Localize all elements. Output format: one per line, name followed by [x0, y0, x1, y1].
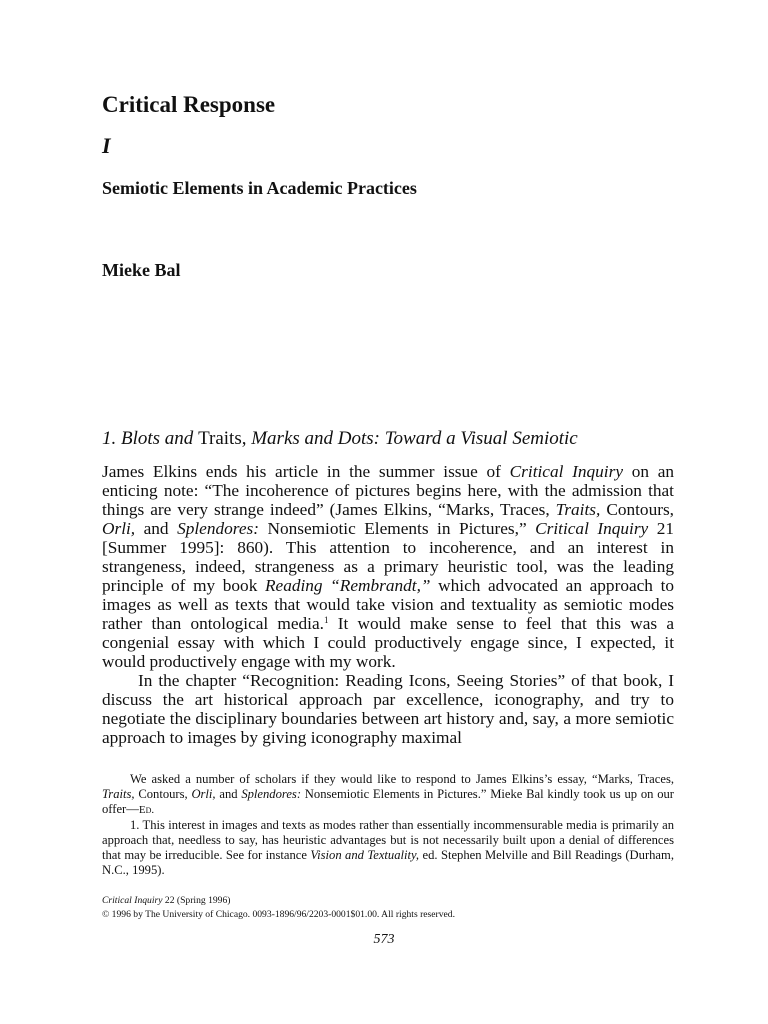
copyright-line: © 1996 by The University of Chicago. 0093-1896/96/2203-0001$01.00. All rights reserved. — [102, 909, 455, 920]
subsection-part3: Marks and Dots: Toward a Visual Semiotic — [251, 428, 578, 449]
journal-issue-line — [102, 894, 674, 908]
author-name: Mieke Bal — [102, 260, 181, 280]
journal-title-italic: Critical Inquiry — [509, 462, 623, 481]
section-heading: Critical Response — [102, 92, 276, 117]
subsection-number: 1. — [102, 428, 117, 449]
journal-name: Critical Inquiry — [102, 895, 163, 906]
response-numeral: I — [102, 133, 111, 158]
editor-initials: Ed. — [138, 804, 155, 816]
page-number: 573 — [373, 932, 395, 947]
footnotes — [102, 772, 674, 878]
paragraph-1: James Elkins ends his article in the summer issue of Critical Inquiry on an enticing note: “The incoherence of pictures begins here, with the admission that things are very strange indeed” (James Elkins, “Marks, Traces, Traits, Contours, Orli, and Splendores: Nonsemiotic Elements in Pictures,” Critical Inquiry 21 [Summer 1995]: 860). This attention to incoherence, and an interest in strangeness, indeed, strangeness as a primary heuristic tool, was the leading principle of my book Reading “Rembrandt,” which advocated an approach to images as well as texts that would take vision and textuality as semiotic modes rather than ontological media.$^1$ It would make sense to feel that this was a congenial essay with which I could productively engage since, I expected, it would productively engage with my work. — [102, 462, 675, 671]
article-title: Semiotic Elements in Academic Practices — [102, 178, 417, 198]
editor-note: We asked a number of scholars if they would like to respond to James Elkins’s essay, “Marks, Traces, Traits, Contours, Orli, and Splendores: Nonsemiotic Elements in Pictures.” Mieke Bal kindly took us up on our offer—Ed. — [102, 772, 674, 816]
paragraph-2: In the chapter “Recognition: Reading Icons, Seeing Stories” of that book, I discuss the art historical approach par excellence, iconography, and try to negotiate the disciplinary boundaries between art history and, say, a more semiotic approach to images by giving iconography maximal — [102, 671, 674, 747]
issue-info: 22 (Spring 1996) — [162, 895, 231, 906]
footnote-ref-1: 1 — [323, 615, 329, 625]
book-title-italic: Reading “Rembrandt,” — [264, 576, 431, 595]
publication-info — [102, 894, 674, 922]
subsection-traits: Traits, — [198, 428, 247, 449]
subsection-heading — [102, 428, 682, 450]
subsection-part1: Blots and — [121, 428, 194, 449]
body-text — [102, 462, 674, 747]
footnote-1: 1. This interest in images and texts as modes rather than essentially incommensurable media is primarily an approach that, needless to say, has heuristic advantages but is not necessarily built upon a denial of differences that may be irreducible. See for instance Vision and Textuality, ed. Stephen Melville and Bill Readings (Durham, N.C., 1995). — [102, 818, 674, 877]
